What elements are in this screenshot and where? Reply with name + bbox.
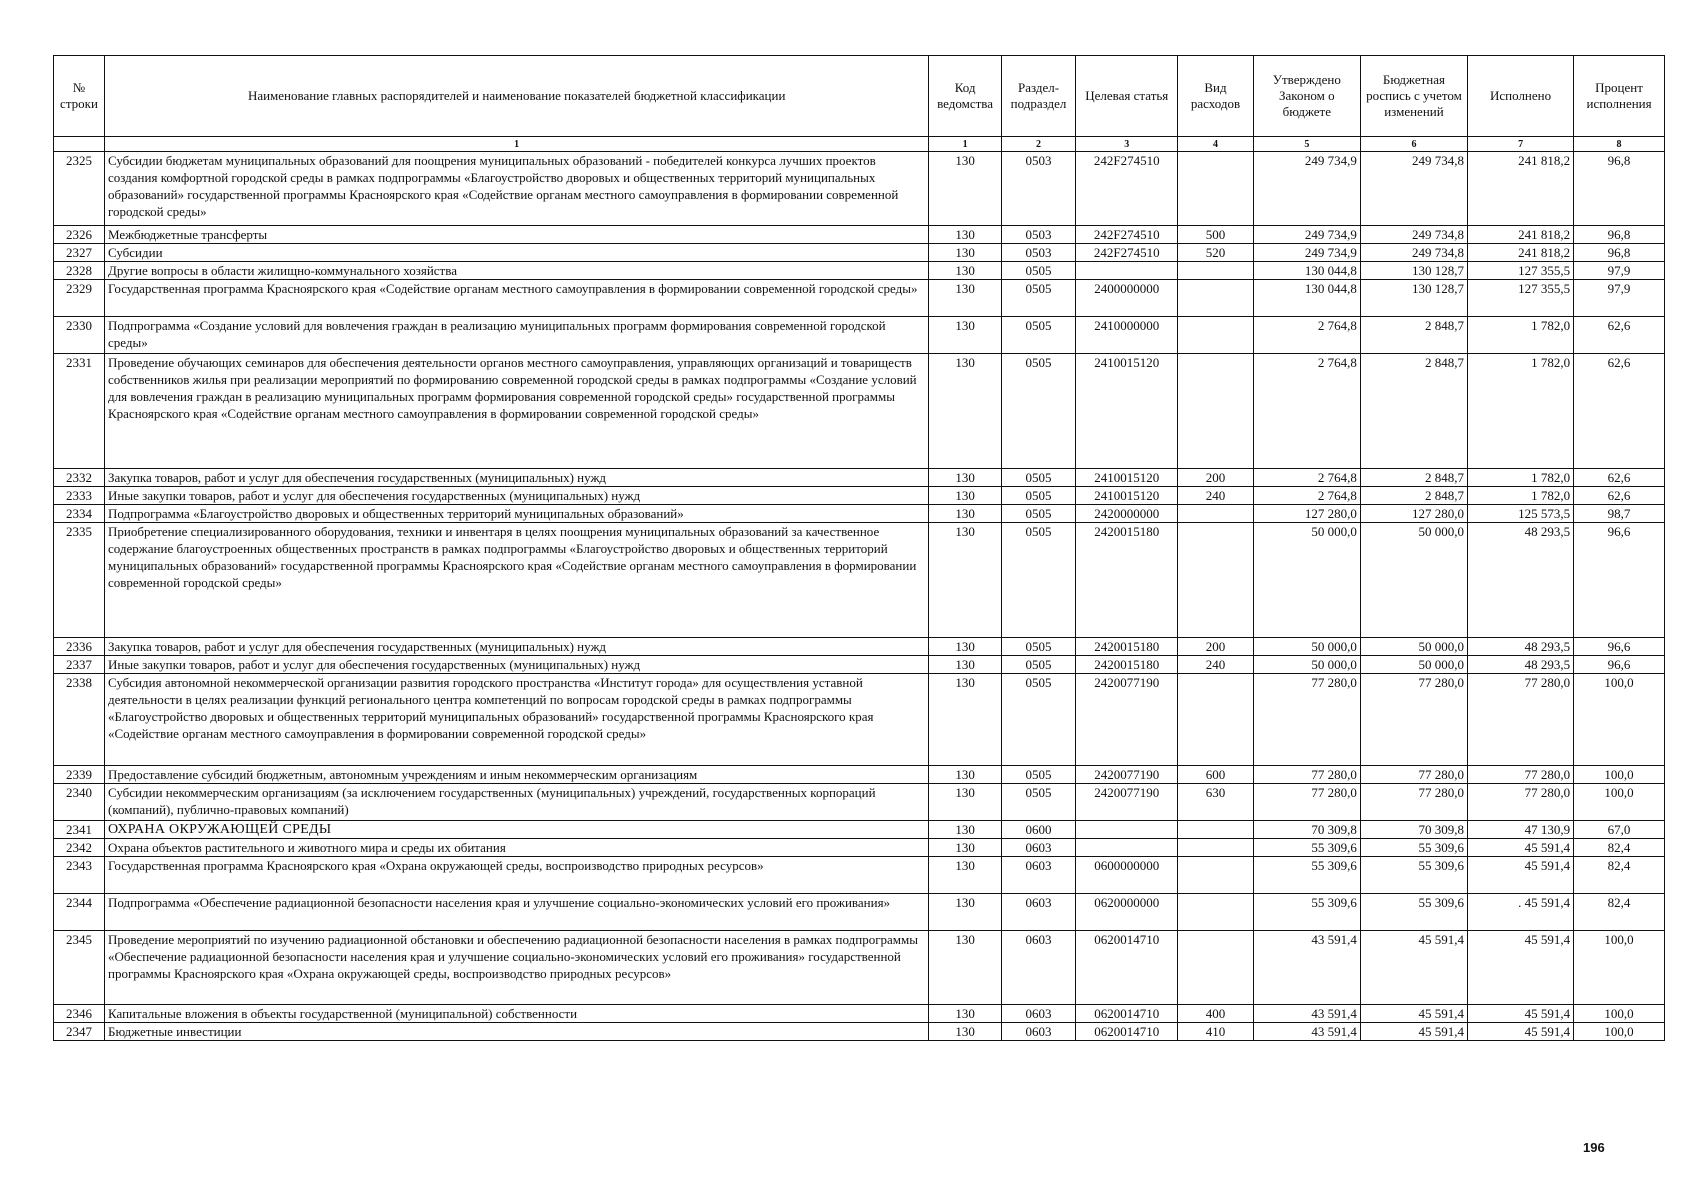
row-executed: . 45 591,4: [1468, 894, 1574, 931]
row-number: 2334: [54, 505, 105, 523]
row-executed: 48 293,5: [1468, 656, 1574, 674]
row-approved: 43 591,4: [1253, 931, 1360, 1005]
row-section: 0505: [1001, 766, 1075, 784]
row-target: 0620014710: [1076, 1023, 1178, 1041]
row-expense-type: [1178, 894, 1253, 931]
row-section: 0603: [1001, 857, 1075, 894]
header-section: Раздел-подраздел: [1001, 56, 1075, 137]
row-budget-schedule: 130 128,7: [1360, 262, 1467, 280]
row-section: 0505: [1001, 280, 1075, 317]
row-percent: 96,6: [1574, 523, 1665, 638]
table-row: [54, 523, 1665, 638]
row-section: 0603: [1001, 839, 1075, 857]
row-percent: 100,0: [1574, 674, 1665, 766]
row-budget-schedule: 55 309,6: [1360, 894, 1467, 931]
table-row: [54, 1005, 1665, 1023]
table-row: [54, 505, 1665, 523]
row-percent: 62,6: [1574, 317, 1665, 354]
row-name: Охрана объектов растительного и животного мира и среды их обитания: [105, 839, 929, 857]
row-budget-schedule: 45 591,4: [1360, 1005, 1467, 1023]
row-expense-type: [1178, 152, 1253, 226]
row-approved: 55 309,6: [1253, 839, 1360, 857]
row-name: Предоставление субсидий бюджетным, автономным учреждениям и иным некоммерческим организациям: [105, 766, 929, 784]
row-budget-schedule: 45 591,4: [1360, 1023, 1467, 1041]
row-expense-type: 410: [1178, 1023, 1253, 1041]
column-number: 1: [105, 137, 929, 152]
row-number: 2346: [54, 1005, 105, 1023]
table-row: [54, 244, 1665, 262]
table-row: [54, 839, 1665, 857]
row-percent: 96,6: [1574, 638, 1665, 656]
table-row: [54, 784, 1665, 821]
row-dept-code: 130: [929, 784, 1001, 821]
row-section: 0503: [1001, 152, 1075, 226]
row-executed: 1 782,0: [1468, 317, 1574, 354]
row-name: Закупка товаров, работ и услуг для обеспечения государственных (муниципальных) нужд: [105, 469, 929, 487]
row-target: 0620000000: [1076, 894, 1178, 931]
row-number: 2333: [54, 487, 105, 505]
row-name: Иные закупки товаров, работ и услуг для обеспечения государственных (муниципальных) нужд: [105, 656, 929, 674]
row-budget-schedule: 77 280,0: [1360, 766, 1467, 784]
row-dept-code: 130: [929, 931, 1001, 1005]
row-name: Бюджетные инвестиции: [105, 1023, 929, 1041]
row-section: 0603: [1001, 894, 1075, 931]
header-dept-code: Код ведомства: [929, 56, 1001, 137]
row-percent: 96,6: [1574, 656, 1665, 674]
row-name: Субсидии некоммерческим организациям (за исключением государственных (муниципальных) учреждений, государственных корпораций (компаний), публично-правовых компаний): [105, 784, 929, 821]
row-executed: 1 782,0: [1468, 469, 1574, 487]
column-number: 1: [929, 137, 1001, 152]
row-section: 0600: [1001, 821, 1075, 839]
row-approved: 50 000,0: [1253, 523, 1360, 638]
row-executed: 48 293,5: [1468, 638, 1574, 656]
row-name: Субсидии: [105, 244, 929, 262]
row-expense-type: 500: [1178, 226, 1253, 244]
row-number: 2343: [54, 857, 105, 894]
column-number-row: [54, 137, 1665, 152]
row-budget-schedule: 70 309,8: [1360, 821, 1467, 839]
row-approved: 2 764,8: [1253, 487, 1360, 505]
row-approved: 130 044,8: [1253, 262, 1360, 280]
row-approved: 77 280,0: [1253, 766, 1360, 784]
row-expense-type: 520: [1178, 244, 1253, 262]
row-percent: 100,0: [1574, 766, 1665, 784]
row-target: 2410015120: [1076, 469, 1178, 487]
row-expense-type: 200: [1178, 638, 1253, 656]
row-approved: 249 734,9: [1253, 226, 1360, 244]
row-name: Субсидия автономной некоммерческой организации развития городского пространства «Институт города» для осуществления уставной деятельности в целях реализации функций регионального центра компетенций по вопросам городской среды в рамках подпрограммы «Благоустройство дворовых и общественных территорий муниципальных образований» государственной программы Красноярского края «Содействие органам местного самоуправления в формировании современной городской среды»: [105, 674, 929, 766]
row-target: 2420077190: [1076, 766, 1178, 784]
row-percent: 100,0: [1574, 784, 1665, 821]
row-budget-schedule: 55 309,6: [1360, 857, 1467, 894]
row-section: 0505: [1001, 505, 1075, 523]
row-target: 2420000000: [1076, 505, 1178, 523]
row-executed: 1 782,0: [1468, 354, 1574, 469]
row-expense-type: 630: [1178, 784, 1253, 821]
row-section: 0505: [1001, 317, 1075, 354]
header-percent: Процент исполнения: [1574, 56, 1665, 137]
row-budget-schedule: 77 280,0: [1360, 784, 1467, 821]
row-budget-schedule: 45 591,4: [1360, 931, 1467, 1005]
row-number: 2347: [54, 1023, 105, 1041]
header-budget-schedule: Бюджетная роспись с учетом изменений: [1360, 56, 1467, 137]
row-name: Проведение обучающих семинаров для обеспечения деятельности органов местного самоуправления, управляющих организаций и товариществ собственников жилья при реализации мероприятий по формированию современной городской среды в рамках подпрограммы «Создание условий для вовлечения граждан в реализацию муниципальных программ формирования современной городской среды» государственной программы Красноярского края «Содействие органам местного самоуправления в формировании современной городской среды»: [105, 354, 929, 469]
header-name: Наименование главных распорядителей и наименование показателей бюджетной классификации: [105, 56, 929, 137]
row-number: 2331: [54, 354, 105, 469]
row-dept-code: 130: [929, 766, 1001, 784]
row-target: 242F274510: [1076, 226, 1178, 244]
table-row: [54, 821, 1665, 839]
row-executed: 77 280,0: [1468, 766, 1574, 784]
row-executed: 47 130,9: [1468, 821, 1574, 839]
row-percent: 100,0: [1574, 1005, 1665, 1023]
row-dept-code: 130: [929, 317, 1001, 354]
row-number: 2328: [54, 262, 105, 280]
row-dept-code: 130: [929, 469, 1001, 487]
row-percent: 62,6: [1574, 354, 1665, 469]
row-approved: 249 734,9: [1253, 244, 1360, 262]
row-executed: 45 591,4: [1468, 1005, 1574, 1023]
row-approved: 2 764,8: [1253, 354, 1360, 469]
row-section: 0603: [1001, 1023, 1075, 1041]
row-dept-code: 130: [929, 839, 1001, 857]
row-approved: 55 309,6: [1253, 857, 1360, 894]
row-target: 2420015180: [1076, 523, 1178, 638]
row-budget-schedule: 77 280,0: [1360, 674, 1467, 766]
row-expense-type: 200: [1178, 469, 1253, 487]
table-row: [54, 766, 1665, 784]
row-budget-schedule: 50 000,0: [1360, 523, 1467, 638]
row-percent: 100,0: [1574, 931, 1665, 1005]
row-executed: 45 591,4: [1468, 1023, 1574, 1041]
table-row: [54, 674, 1665, 766]
row-section: 0505: [1001, 674, 1075, 766]
row-number: 2340: [54, 784, 105, 821]
row-section: 0505: [1001, 262, 1075, 280]
row-section: 0603: [1001, 931, 1075, 1005]
header-expense-type: Вид расходов: [1178, 56, 1253, 137]
row-executed: 45 591,4: [1468, 857, 1574, 894]
row-number: 2344: [54, 894, 105, 931]
row-percent: 96,8: [1574, 244, 1665, 262]
row-target: 0620014710: [1076, 1005, 1178, 1023]
column-number: 8: [1574, 137, 1665, 152]
row-percent: 82,4: [1574, 857, 1665, 894]
row-expense-type: [1178, 505, 1253, 523]
row-expense-type: [1178, 821, 1253, 839]
row-target: 242F274510: [1076, 244, 1178, 262]
table-row: [54, 1023, 1665, 1041]
row-approved: 77 280,0: [1253, 784, 1360, 821]
row-approved: 50 000,0: [1253, 638, 1360, 656]
row-section: 0505: [1001, 523, 1075, 638]
row-executed: 127 355,5: [1468, 280, 1574, 317]
row-number: 2327: [54, 244, 105, 262]
row-approved: 249 734,9: [1253, 152, 1360, 226]
row-expense-type: [1178, 857, 1253, 894]
row-expense-type: [1178, 839, 1253, 857]
row-expense-type: 600: [1178, 766, 1253, 784]
row-approved: 77 280,0: [1253, 674, 1360, 766]
row-expense-type: [1178, 280, 1253, 317]
row-dept-code: 130: [929, 638, 1001, 656]
row-name: Подпрограмма «Обеспечение радиационной безопасности населения края и улучшение социально-экономических условий его проживания»: [105, 894, 929, 931]
row-name: Приобретение специализированного оборудования, техники и инвентаря в целях поощрения муниципальных образований за качественное содержание благоустроенных общественных пространств в рамках подпрограммы «Благоустройство дворовых и общественных территорий муниципальных образований» государственной программы Красноярского края «Содействие органам местного самоуправления в формировании современной городской среды»: [105, 523, 929, 638]
row-name: Закупка товаров, работ и услуг для обеспечения государственных (муниципальных) нужд: [105, 638, 929, 656]
row-approved: 2 764,8: [1253, 317, 1360, 354]
table-row: [54, 226, 1665, 244]
row-number: 2341: [54, 821, 105, 839]
row-approved: 43 591,4: [1253, 1023, 1360, 1041]
table-row: [54, 262, 1665, 280]
row-dept-code: 130: [929, 674, 1001, 766]
row-number: 2329: [54, 280, 105, 317]
row-percent: 98,7: [1574, 505, 1665, 523]
row-expense-type: [1178, 354, 1253, 469]
row-number: 2339: [54, 766, 105, 784]
column-number: 6: [1360, 137, 1467, 152]
row-expense-type: [1178, 523, 1253, 638]
row-approved: 130 044,8: [1253, 280, 1360, 317]
row-dept-code: 130: [929, 244, 1001, 262]
row-section: 0505: [1001, 469, 1075, 487]
column-number: 2: [1001, 137, 1075, 152]
row-expense-type: 240: [1178, 487, 1253, 505]
row-executed: 48 293,5: [1468, 523, 1574, 638]
row-section: 0505: [1001, 784, 1075, 821]
row-name: Проведение мероприятий по изучению радиационной обстановки и обеспечению радиационной безопасности населения в рамках подпрограммы «Обеспечение радиационной безопасности населения края и улучшение социально-экономических условий его проживания» государственной программы Красноярского края «Охрана окружающей среды, воспроизводство природных ресурсов»: [105, 931, 929, 1005]
table-row: [54, 857, 1665, 894]
row-target: 2420015180: [1076, 638, 1178, 656]
header-approved: Утверждено Законом о бюджете: [1253, 56, 1360, 137]
row-expense-type: [1178, 262, 1253, 280]
row-budget-schedule: 249 734,8: [1360, 244, 1467, 262]
row-number: 2337: [54, 656, 105, 674]
row-dept-code: 130: [929, 280, 1001, 317]
row-percent: 100,0: [1574, 1023, 1665, 1041]
row-name: Другие вопросы в области жилищно-коммунального хозяйства: [105, 262, 929, 280]
row-dept-code: 130: [929, 354, 1001, 469]
row-percent: 62,6: [1574, 487, 1665, 505]
row-executed: 241 818,2: [1468, 226, 1574, 244]
row-dept-code: 130: [929, 821, 1001, 839]
table-row: [54, 487, 1665, 505]
header-executed: Исполнено: [1468, 56, 1574, 137]
row-percent: 96,8: [1574, 152, 1665, 226]
row-expense-type: [1178, 931, 1253, 1005]
row-dept-code: 130: [929, 523, 1001, 638]
row-percent: 67,0: [1574, 821, 1665, 839]
page-number: 196: [1583, 1140, 1605, 1155]
row-budget-schedule: 2 848,7: [1360, 469, 1467, 487]
row-section: 0503: [1001, 226, 1075, 244]
header-row-no: № строки: [54, 56, 105, 137]
column-number: 4: [1178, 137, 1253, 152]
row-number: 2335: [54, 523, 105, 638]
column-number: 3: [1076, 137, 1178, 152]
row-percent: 62,6: [1574, 469, 1665, 487]
row-target: 242F274510: [1076, 152, 1178, 226]
column-number: 7: [1468, 137, 1574, 152]
row-number: 2345: [54, 931, 105, 1005]
table-row: [54, 152, 1665, 226]
header-row: [54, 56, 1665, 137]
row-budget-schedule: 50 000,0: [1360, 656, 1467, 674]
row-number: 2332: [54, 469, 105, 487]
row-executed: 241 818,2: [1468, 244, 1574, 262]
table-row: [54, 931, 1665, 1005]
row-budget-schedule: 55 309,6: [1360, 839, 1467, 857]
row-executed: 127 355,5: [1468, 262, 1574, 280]
row-name: Капитальные вложения в объекты государственной (муниципальной) собственности: [105, 1005, 929, 1023]
row-budget-schedule: 249 734,8: [1360, 152, 1467, 226]
row-dept-code: 130: [929, 857, 1001, 894]
row-executed: 45 591,4: [1468, 931, 1574, 1005]
table-row: [54, 469, 1665, 487]
row-section: 0503: [1001, 244, 1075, 262]
row-name: ОХРАНА ОКРУЖАЮЩЕЙ СРЕДЫ: [105, 821, 929, 839]
row-percent: 96,8: [1574, 226, 1665, 244]
row-budget-schedule: 50 000,0: [1360, 638, 1467, 656]
table-row: [54, 894, 1665, 931]
row-budget-schedule: 127 280,0: [1360, 505, 1467, 523]
row-percent: 97,9: [1574, 280, 1665, 317]
row-section: 0505: [1001, 656, 1075, 674]
row-budget-schedule: 130 128,7: [1360, 280, 1467, 317]
row-name: Иные закупки товаров, работ и услуг для обеспечения государственных (муниципальных) нужд: [105, 487, 929, 505]
row-target: [1076, 821, 1178, 839]
row-target: 2420077190: [1076, 784, 1178, 821]
row-target: 0600000000: [1076, 857, 1178, 894]
row-percent: 82,4: [1574, 894, 1665, 931]
row-approved: 2 764,8: [1253, 469, 1360, 487]
table-row: [54, 656, 1665, 674]
row-dept-code: 130: [929, 656, 1001, 674]
row-expense-type: [1178, 674, 1253, 766]
row-dept-code: 130: [929, 226, 1001, 244]
row-dept-code: 130: [929, 894, 1001, 931]
row-section: 0505: [1001, 354, 1075, 469]
row-executed: 77 280,0: [1468, 674, 1574, 766]
column-number: 5: [1253, 137, 1360, 152]
row-name: Подпрограмма «Создание условий для вовлечения граждан в реализацию муниципальных программ формирования современной городской среды»: [105, 317, 929, 354]
row-section: 0505: [1001, 638, 1075, 656]
row-executed: 125 573,5: [1468, 505, 1574, 523]
row-number: 2330: [54, 317, 105, 354]
row-percent: 82,4: [1574, 839, 1665, 857]
row-target: 2420015180: [1076, 656, 1178, 674]
row-target: 2410015120: [1076, 354, 1178, 469]
row-expense-type: [1178, 317, 1253, 354]
row-name: Подпрограмма «Благоустройство дворовых и общественных территорий муниципальных образований»: [105, 505, 929, 523]
row-budget-schedule: 2 848,7: [1360, 354, 1467, 469]
row-target: 2410015120: [1076, 487, 1178, 505]
row-target: 2400000000: [1076, 280, 1178, 317]
row-dept-code: 130: [929, 262, 1001, 280]
row-budget-schedule: 2 848,7: [1360, 317, 1467, 354]
row-target: [1076, 839, 1178, 857]
row-approved: 43 591,4: [1253, 1005, 1360, 1023]
row-name: Межбюджетные трансферты: [105, 226, 929, 244]
row-name: Субсидии бюджетам муниципальных образований для поощрения муниципальных образований - победителей конкурса лучших проектов создания комфортной городской среды в рамках подпрограммы «Благоустройство дворовых и общественных территорий муниципальных образований» государственной программы Красноярского края «Содействие органам местного самоуправления в формировании современной городской среды»: [105, 152, 929, 226]
row-approved: 127 280,0: [1253, 505, 1360, 523]
row-budget-schedule: 2 848,7: [1360, 487, 1467, 505]
row-number: 2326: [54, 226, 105, 244]
row-dept-code: 130: [929, 487, 1001, 505]
row-executed: 241 818,2: [1468, 152, 1574, 226]
column-number-blank: [54, 137, 105, 152]
row-dept-code: 130: [929, 1005, 1001, 1023]
row-number: 2342: [54, 839, 105, 857]
table-row: [54, 317, 1665, 354]
budget-execution-table: [53, 55, 1665, 1041]
row-number: 2336: [54, 638, 105, 656]
row-dept-code: 130: [929, 152, 1001, 226]
row-target: 2410000000: [1076, 317, 1178, 354]
row-executed: 77 280,0: [1468, 784, 1574, 821]
header-target: Целевая статья: [1076, 56, 1178, 137]
row-executed: 45 591,4: [1468, 839, 1574, 857]
row-name: Государственная программа Красноярского края «Охрана окружающей среды, воспроизводство природных ресурсов»: [105, 857, 929, 894]
row-name: Государственная программа Красноярского края «Содействие органам местного самоуправления в формировании современной городской среды»: [105, 280, 929, 317]
row-dept-code: 130: [929, 505, 1001, 523]
row-expense-type: 400: [1178, 1005, 1253, 1023]
row-executed: 1 782,0: [1468, 487, 1574, 505]
row-budget-schedule: 249 734,8: [1360, 226, 1467, 244]
row-dept-code: 130: [929, 1023, 1001, 1041]
row-approved: 55 309,6: [1253, 894, 1360, 931]
table-body: [54, 152, 1665, 1041]
row-approved: 50 000,0: [1253, 656, 1360, 674]
table-row: [54, 354, 1665, 469]
row-expense-type: 240: [1178, 656, 1253, 674]
row-number: 2325: [54, 152, 105, 226]
row-target: 0620014710: [1076, 931, 1178, 1005]
row-target: [1076, 262, 1178, 280]
row-section: 0505: [1001, 487, 1075, 505]
row-number: 2338: [54, 674, 105, 766]
table-row: [54, 280, 1665, 317]
row-target: 2420077190: [1076, 674, 1178, 766]
row-percent: 97,9: [1574, 262, 1665, 280]
row-approved: 70 309,8: [1253, 821, 1360, 839]
table-row: [54, 638, 1665, 656]
row-section: 0603: [1001, 1005, 1075, 1023]
